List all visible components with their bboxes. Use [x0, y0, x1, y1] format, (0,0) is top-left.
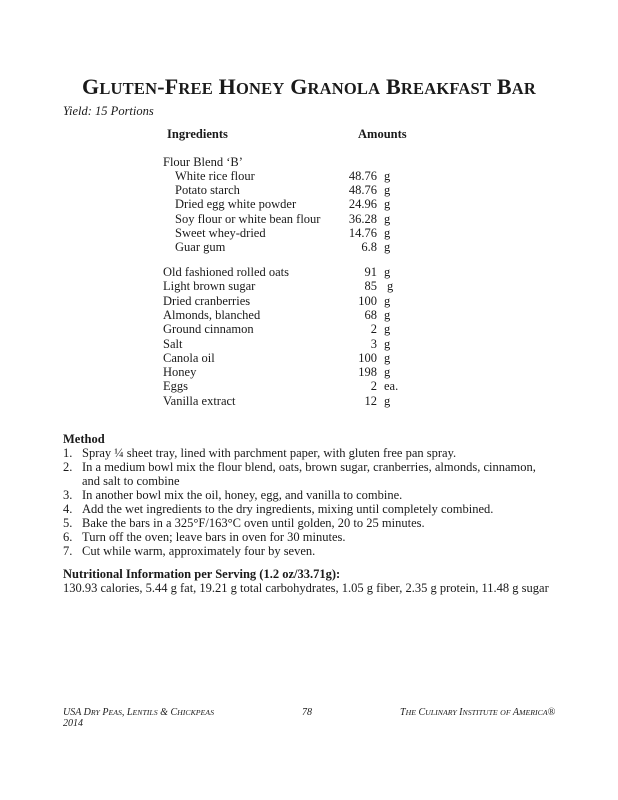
- yield: Yield: 15 Portions: [63, 104, 154, 118]
- ingredient-unit: g: [384, 336, 391, 351]
- ingredients-header: Ingredients: [167, 127, 228, 141]
- ingredient-amount: 24.96: [348, 197, 377, 212]
- ingredient-unit: g: [384, 211, 391, 226]
- ingredient-unit: g: [384, 169, 391, 183]
- method-heading: Method: [63, 432, 105, 446]
- ingredient-name: Honey: [163, 365, 197, 380]
- flour-blend-name: Flour Blend ‘B’: [163, 155, 243, 169]
- ingredient-amount: 85: [364, 279, 377, 294]
- ingredient-name: Almonds, blanched: [163, 307, 261, 322]
- step-number: 4.: [63, 502, 73, 516]
- step-text: In another bowl mix the oil, honey, egg, and vanilla to combine.: [82, 488, 403, 502]
- ingredient-amount: 198: [358, 365, 377, 380]
- ingredient-amount: 36.28: [348, 211, 377, 226]
- ingredient-unit: g: [384, 350, 391, 365]
- ingredient-amount: 91: [364, 265, 377, 279]
- ingredient-name: Guar gum: [175, 240, 226, 254]
- step-number: 7.: [63, 544, 73, 558]
- ingredient-unit: g: [384, 225, 391, 240]
- ingredient-amount: 48.76: [348, 183, 377, 198]
- ingredient-unit: g: [387, 279, 394, 294]
- ingredient-amount: 6.8: [361, 240, 377, 254]
- ingredient-name: Potato starch: [175, 183, 240, 198]
- ingredient-name: Ground cinnamon: [163, 322, 254, 337]
- step-text: Bake the bars in a 325°F/163°C oven until golden, 20 to 25 minutes.: [82, 516, 425, 530]
- step-number: 2.: [63, 460, 73, 474]
- nutrition-text: 130.93 calories, 5.44 g fat, 19.21 g total carbohydrates, 1.05 g fiber, 2.35 g protein, 11.48 g sugar: [63, 581, 549, 595]
- ingredient-name: Dried egg white powder: [175, 197, 297, 212]
- ingredient-amount: 68: [364, 307, 377, 322]
- ingredient-unit: g: [384, 265, 391, 279]
- ingredient-name: Soy flour or white bean flour: [175, 211, 321, 226]
- ingredient-amount: 14.76: [348, 225, 377, 240]
- ingredient-amount: 3: [370, 336, 377, 351]
- step-text: Spray ¼ sheet tray, lined with parchment paper, with gluten free pan spray.: [82, 446, 457, 460]
- ingredient-name: Sweet whey-dried: [175, 225, 266, 240]
- ingredient-name: Light brown sugar: [163, 279, 256, 294]
- ingredient-amount: 2: [370, 322, 377, 337]
- footer-year: 2014: [63, 718, 83, 729]
- ingredient-unit: g: [384, 240, 391, 254]
- ingredient-amount: 100: [358, 293, 377, 308]
- step-text: In a medium bowl mix the flour blend, oats, brown sugar, cranberries, almonds, cinnamon, and salt to combine: [82, 460, 536, 488]
- ingredient-unit: g: [384, 322, 391, 337]
- ingredient-amount: 48.76: [348, 169, 377, 183]
- recipe-title: GLUTEN-FREE HONEY GRANOLA BREAKFAST BAR: [82, 74, 536, 99]
- ingredient-amount: 100: [358, 350, 377, 365]
- ingredient-unit: g: [384, 365, 391, 380]
- ingredient-amount: 2: [370, 379, 377, 394]
- ingredient-unit: g: [384, 393, 391, 408]
- step-number: 6.: [63, 530, 73, 544]
- step-text: Add the wet ingredients to the dry ingredients, mixing until completely combined.: [82, 502, 494, 516]
- ingredient-name: Vanilla extract: [163, 393, 236, 408]
- nutrition-heading: Nutritional Information per Serving (1.2 oz/33.71g):: [63, 567, 341, 581]
- ingredient-row: [0, 393, 618, 409]
- footer-right: THE CULINARY INSTITUTE OF AMERICA®: [400, 707, 556, 718]
- ingredient-unit: g: [384, 197, 391, 212]
- step-text: Cut while warm, approximately four by seven.: [82, 544, 316, 558]
- ingredient-unit: g: [384, 307, 391, 322]
- step-number: 5.: [63, 516, 73, 530]
- ingredient-name: White rice flour: [175, 169, 255, 183]
- ingredient-name: Eggs: [163, 379, 188, 394]
- footer-publication: USA DRY PEAS, LENTILS & CHICKPEAS: [63, 707, 214, 718]
- amounts-header: Amounts: [358, 127, 407, 141]
- ingredient-unit: g: [384, 293, 391, 308]
- ingredient-name: Dried cranberries: [163, 293, 251, 308]
- footer-left: [63, 707, 214, 729]
- step-number: 3.: [63, 488, 73, 502]
- step-number: 1.: [63, 446, 73, 460]
- ingredient-name: Old fashioned rolled oats: [163, 265, 290, 279]
- ingredient-unit: g: [384, 183, 391, 198]
- page-number: 78: [302, 707, 312, 718]
- ingredient-name: Salt: [163, 336, 183, 351]
- ingredient-unit: ea.: [384, 379, 399, 394]
- ingredient-amount: 12: [364, 393, 377, 408]
- step-text: Turn off the oven; leave bars in oven for 30 minutes.: [82, 530, 346, 544]
- ingredient-name: Canola oil: [163, 350, 215, 365]
- ingredient-row: [0, 239, 618, 255]
